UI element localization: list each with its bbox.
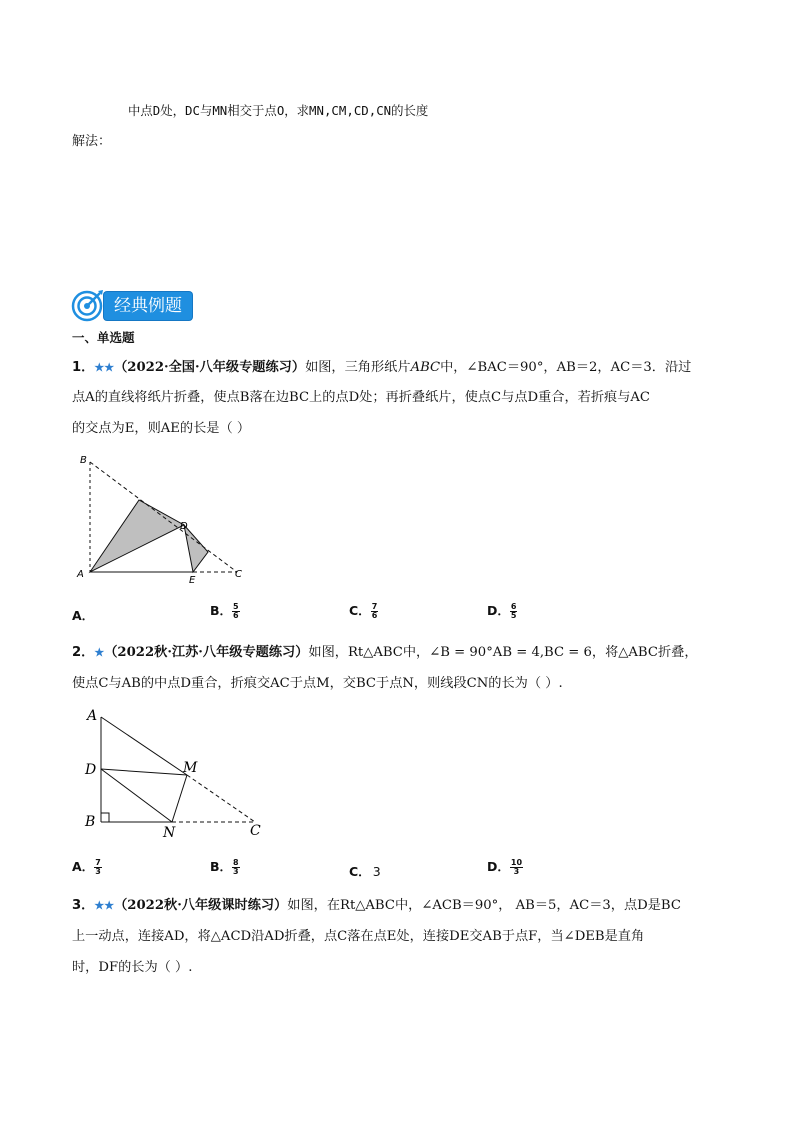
solution-label: 解法： <box>72 134 112 149</box>
problem-1-option-d[interactable]: D． $\frac{6}{5}$ <box>487 602 517 620</box>
label-m: M <box>183 760 198 776</box>
problem-1-line1: 1．★★（2022·全国·八年级专题练习）如图，三角形纸片ABC中，∠BAC＝90°，AB＝2，AC＝3．沿过 <box>72 360 692 375</box>
label-e: E <box>189 575 196 585</box>
problem-2-figure <box>80 705 270 845</box>
label-a: A <box>87 708 98 724</box>
problem-2-option-d[interactable]: D． $\frac{10}{3}$ <box>487 858 523 876</box>
label-b: B <box>85 814 96 830</box>
problem-2-option-a[interactable]: A． $\frac{7}{3}$ <box>72 858 101 876</box>
difficulty-stars: ★ <box>94 646 105 659</box>
label-c: C <box>235 569 242 580</box>
problem-2-option-c[interactable]: C． 3 <box>349 864 381 879</box>
problem-1-option-a[interactable]: A． <box>72 608 95 623</box>
problem-3-line3: 时，DF的长为（ ）. <box>72 960 193 975</box>
intro-line: 中点D处，DC与MN相交于点O，求MN,CM,CD,CN的长度 <box>128 103 429 118</box>
problem-1-line3: 的交点为E，则AE的长是（ ） <box>72 421 251 436</box>
section-subheading: 一、单选题 <box>72 330 135 345</box>
problem-3-line1: 3．★★（2022秋·八年级课时练习）如图，在Rt△ABC中，∠ACB＝90°， AB＝5，AC＝3，点D是BC <box>72 898 681 913</box>
label-d: D <box>180 521 188 532</box>
section-badge: 经典例题 <box>104 292 192 320</box>
problem-1-option-c[interactable]: C． $\frac{7}{6}$ <box>349 602 378 620</box>
difficulty-stars: ★★ <box>94 899 115 912</box>
problem-1-line2: 点A的直线将纸片折叠，使点B落在边BC上的点D处；再折叠纸片，使点C与点D重合，若折痕与AC <box>72 390 651 405</box>
problem-2-option-b[interactable]: B． $\frac{8}{3}$ <box>210 858 239 876</box>
label-n: N <box>163 825 176 841</box>
problem-3-line2: 上一动点，连接AD，将△ACD沿AD折叠，点C落在点E处，连接DE交AB于点F，当∠DEB是直角 <box>72 929 645 944</box>
target-icon <box>70 289 104 323</box>
problem-1-option-b[interactable]: B． $\frac{5}{6}$ <box>210 602 239 620</box>
label-b: B <box>80 455 87 466</box>
label-d: D <box>85 762 97 778</box>
problem-2-line2: 使点C与AB的中点D重合，折痕交AC于点M，交BC于点N，则线段CN的长为（ ）. <box>72 676 563 691</box>
problem-1-figure <box>72 450 252 585</box>
label-a: A <box>77 569 84 580</box>
difficulty-stars: ★★ <box>94 361 115 374</box>
label-c: C <box>250 823 261 839</box>
problem-2-line1: 2．★（2022秋·江苏·八年级专题练习）如图，Rt△ABC中，∠B = 90°AB = 4,BC = 6，将△ABC折叠， <box>72 645 698 660</box>
